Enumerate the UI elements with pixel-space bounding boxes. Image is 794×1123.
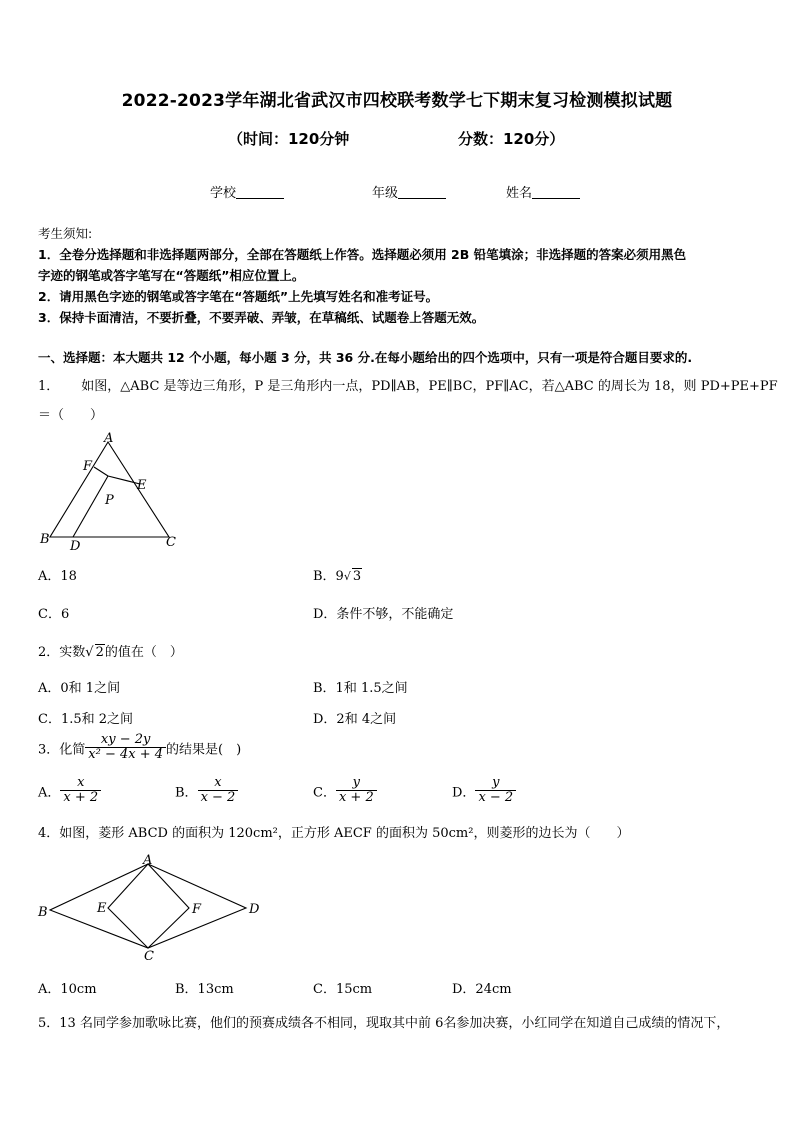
exam-title: 2022-2023学年湖北省武汉市四校联考数学七下期末复习检测模拟试题 [121,91,673,111]
q3-option-b-label: B． [175,785,198,801]
q1-text [38,375,778,394]
q3-option-c-den: x + 2 [338,790,374,806]
q3-option-b-num: x [198,776,239,791]
q3-option-c-num: y [336,776,377,791]
q3-option-c-label: C． [313,785,336,801]
name-field [506,182,580,201]
q3-denominator: x² − 4x + 4 [88,747,164,763]
q3-option-c[interactable] [313,776,377,806]
q3-option-b-fraction [198,776,239,806]
section-heading: 一、选择题：本大题共 12 个小题，每小题 3 分，共 36 分.在每小题给出的四个选项中，只有一项是符合题目要求的. [38,350,693,365]
q3-option-a[interactable] [38,776,101,806]
label-p: P [105,493,114,508]
q1-number: 1． [38,379,60,394]
q4-option-c[interactable]: C．15cm [313,982,373,997]
q3-option-a-num: x [60,776,101,791]
q1-option-b-prefix: B．9 [313,569,344,584]
name-label: 姓名 [506,186,533,201]
q1-option-d[interactable]: D．条件不够，不能确定 [313,607,454,622]
q2-option-c[interactable]: C．1.5和 2之间 [38,712,134,727]
q3-option-d-fraction [475,776,516,806]
q1-text-2: ＝（ ） [38,408,104,423]
notice-item-1: 1．全卷分选择题和非选择题两部分，全部在答题纸上作答。选择题必须用 2B 铅笔填涂；非选择题的答案必须用黑色 [38,247,687,262]
q3-prefix: 3．化简 [38,742,86,758]
q4-label-a: A [143,853,153,868]
q1-body: 如图，△ABC 是等边三角形，P 是三角形内一点，PD∥AB，PE∥BC，PF∥AC，若△ABC 的周长为 18，则 PD+PE+PF [81,379,778,394]
q2-text: 2．实数√ 2的值在（ ） [38,645,183,660]
q3-option-d-den: x − 2 [478,790,514,806]
q2-prefix: 2．实数 [38,645,86,660]
grade-blank [398,185,446,199]
segment-pf [94,467,108,476]
q1-option-b[interactable]: B．9√ 3 [313,569,362,584]
q3-option-b[interactable] [175,776,238,806]
q3-option-a-label: A． [38,785,61,801]
school-field [210,182,284,201]
triangle-abc [50,442,169,537]
q1-option-a[interactable]: A．18 [38,569,77,584]
q5-text: 5．13 名同学参加歌咏比赛，他们的预赛成绩各不相同，现取其中前 6名参加决赛，小红同学在知道自己成绩的情况下， [38,1016,730,1031]
q1-triangle-figure [36,430,186,555]
q2-suffix: 的值在（ ） [104,645,183,660]
q4-option-a[interactable]: A．10cm [38,982,97,997]
q3-suffix: 的结果是( ) [166,742,242,758]
exam-time: （时间：120分钟 [228,130,350,148]
q3-option-d[interactable] [452,776,516,806]
q4-label-e: E [97,901,107,916]
q2-option-a[interactable]: A．0和 1之间 [38,681,121,696]
q1-option-c[interactable]: C．6 [38,607,70,622]
q3-option-d-num: y [475,776,516,791]
q3-text [38,733,241,763]
q3-numerator: xy − 2y [85,733,166,748]
q3-option-d-label: D． [452,785,476,801]
q1-option-b-radicand: 3 [352,569,362,584]
name-blank [532,185,580,199]
label-f: F [83,459,93,474]
school-label: 学校 [210,186,237,201]
segment-pe [108,476,140,484]
q3-option-b-den: x − 2 [200,790,236,806]
q3-option-c-fraction [336,776,377,806]
rhombus-abcd [50,864,246,948]
notice-item-2: 2．请用黑色字迹的钢笔或答字笔在“答题纸”上先填写姓名和准考证号。 [38,289,439,304]
q2-option-d[interactable]: D．2和 4之间 [313,712,397,727]
q2-radicand: 2 [95,645,104,660]
q2-option-b[interactable]: B．1和 1.5之间 [313,681,408,696]
notice-item-1-cont: 字迹的钢笔或答字笔写在“答题纸”相应位置上。 [38,268,305,283]
notice-item-3: 3．保持卡面清洁，不要折叠，不要弄破、弄皱，在草稿纸、试题卷上答题无效。 [38,310,485,325]
q4-option-d[interactable]: D．24cm [452,982,512,997]
segment-pd [73,476,108,537]
label-c: C [166,535,176,550]
q3-fraction [85,733,166,763]
grade-field [372,182,446,201]
school-blank [236,185,284,199]
label-a: A [104,431,114,446]
label-d: D [70,539,81,554]
q4-option-b[interactable]: B．13cm [175,982,234,997]
q3-option-a-fraction [60,776,101,806]
notice-heading: 考生须知: [38,226,93,241]
q4-label-b: B [38,905,48,920]
label-e: E [137,478,147,493]
q4-text: 4．如图，菱形 ABCD 的面积为 120cm²，正方形 AECF 的面积为 50cm²，则菱形的边长为（ ） [38,826,630,841]
label-b: B [40,532,50,547]
q4-label-f: F [192,902,202,917]
q4-rhombus-figure [34,850,264,964]
exam-score: 分数：120分） [458,130,565,148]
q3-option-a-den: x + 2 [63,790,99,806]
q4-label-d: D [249,902,260,917]
q4-label-c: C [144,949,154,964]
grade-label: 年级 [372,186,399,201]
